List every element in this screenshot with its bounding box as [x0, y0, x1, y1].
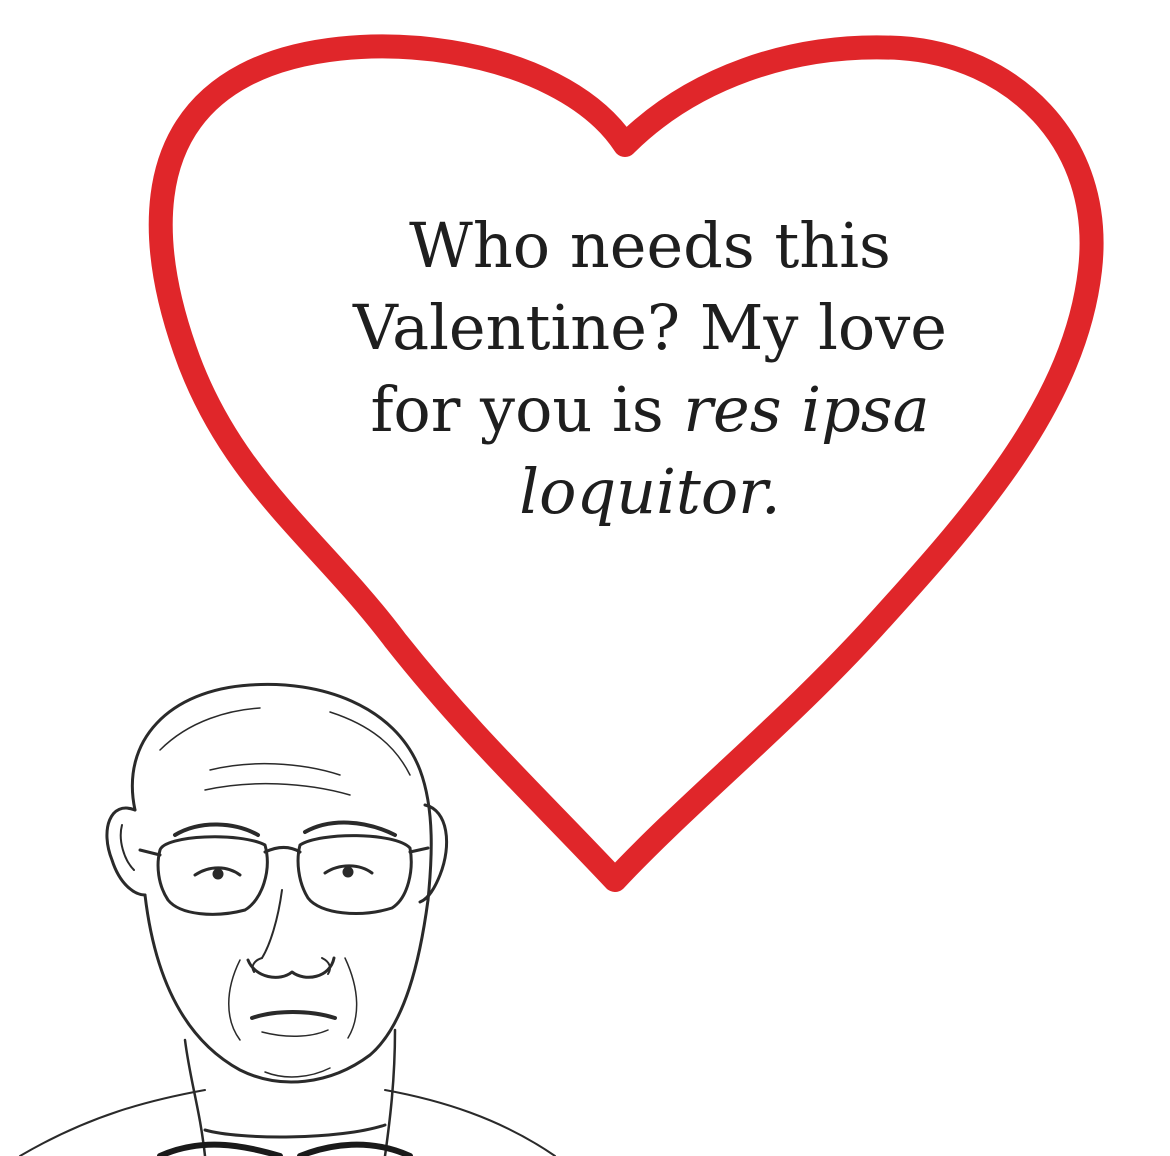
- message-line-3: [250, 369, 1050, 451]
- valentine-message: [250, 205, 1050, 533]
- message-line-3-plain: for you is: [370, 373, 684, 446]
- message-line-4: loquitor.: [519, 455, 781, 528]
- man-with-glasses-sketch-icon: [0, 660, 560, 1156]
- message-line-3-italic: res ipsa: [683, 373, 930, 446]
- message-line-2: Valentine? My love: [353, 291, 947, 364]
- message-line-1: Who needs this: [409, 209, 891, 282]
